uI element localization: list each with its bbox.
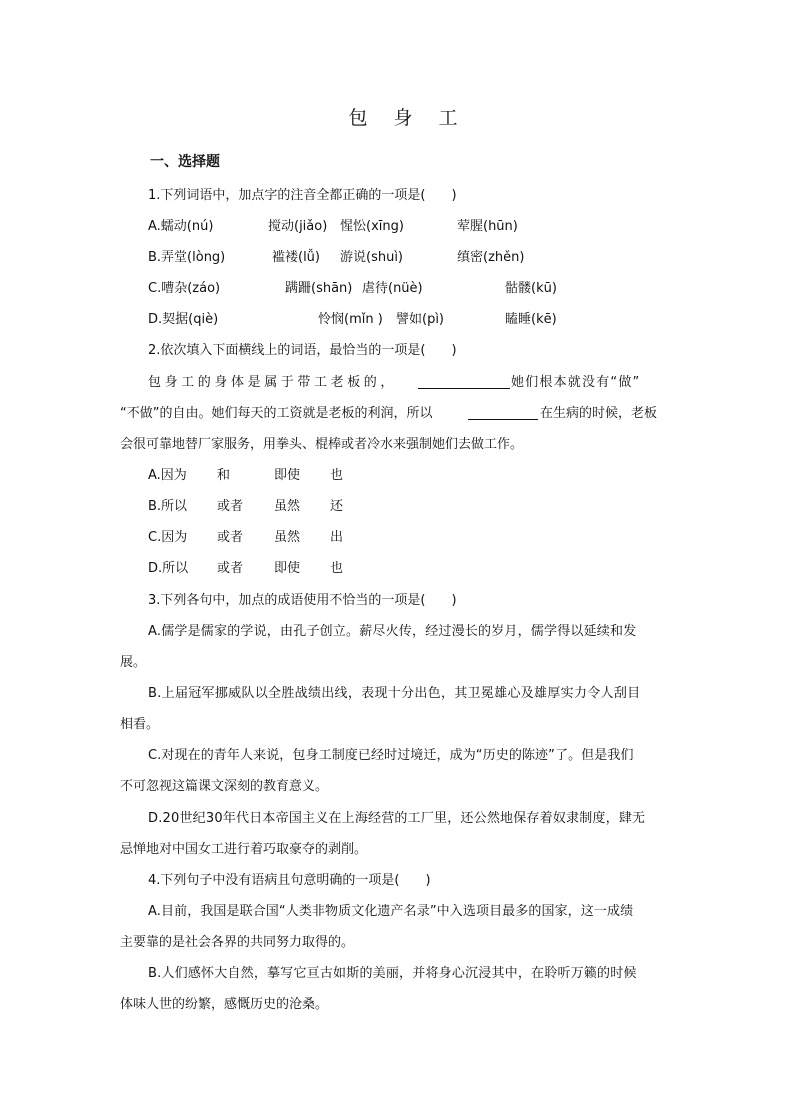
section-heading: 一、选择题 (150, 154, 220, 170)
question-2-passage-line-1 (148, 375, 397, 391)
question-2-stem: 2.依次填入下面横线上的词语，最恰当的一项是( ) (148, 343, 457, 358)
fill-blank-1 (418, 376, 510, 389)
option-text: 虽然 (274, 499, 301, 514)
option-text: 游说(shuì) (340, 250, 404, 265)
passage-text: 在生病的时候，老板 (540, 406, 658, 421)
option-text: 或者 (217, 530, 244, 545)
passage-text: 她们根本就没有“做” (511, 375, 641, 390)
option-text: 出 (330, 530, 344, 545)
question-1-stem: 1.下列词语中，加点字的注音全都正确的一项是( ) (148, 188, 457, 203)
page-title: 包 身 工 (348, 107, 468, 129)
option-text: 或者 (217, 499, 244, 514)
option-text: 和 (217, 468, 231, 483)
question-3-option-c-line-2: 不可忽视这篇课文深刻的教育意义。 (120, 779, 329, 794)
question-4-option-a-line-1: A.目前，我国是联合国“人类非物质文化遗产名录”中入选项目最多的国家，这一成绩 (148, 904, 634, 919)
option-text: 搅动(jiǎo) (268, 219, 328, 234)
question-4-option-b-line-1: B.人们感怀大自然，摹写它亘古如斯的美丽，并将身心沉浸其中，在聆听万籁的时候 (148, 966, 637, 981)
option-text: B.弄堂(lòng) (148, 250, 226, 265)
option-text: 虽然 (274, 530, 301, 545)
question-3-option-a-line-1: A.儒学是儒家的学说，由孔子创立。薪尽火传，经过漫长的岁月，儒学得以延续和发 (148, 624, 637, 639)
option-text: 缜密(zhěn) (457, 250, 525, 265)
option-text: 或者 (217, 561, 244, 576)
option-text: D.所以 (148, 561, 189, 576)
option-text: 譬如(pì) (396, 312, 445, 327)
option-text: 还 (330, 499, 344, 514)
option-text: C.因为 (148, 530, 188, 545)
passage-text: “不做”的自由。她们每天的工资就是老板的利润，所以 (120, 406, 433, 421)
option-text: 也 (330, 468, 344, 483)
option-text: 也 (330, 561, 344, 576)
option-text: 瞌睡(kē) (505, 312, 557, 327)
option-text: A.因为 (148, 468, 187, 483)
option-text: 骷髅(kū) (505, 281, 557, 296)
fill-blank-2 (468, 407, 538, 420)
question-3-option-b-line-1: B.上届冠军挪威队以全胜战绩出线，表现十分出色，其卫冕雄心及雄厚实力令人刮目 (148, 686, 641, 701)
option-text: 即使 (274, 561, 301, 576)
question-3-option-a-line-2: 展。 (120, 655, 147, 670)
question-3-option-d-line-1: D.20世纪30年代日本帝国主义在上海经营的工厂里，还公然地保存着奴隶制度，肆无 (148, 811, 646, 826)
option-text: 荤腥(hūn) (457, 219, 518, 234)
question-3-stem: 3.下列各句中，加点的成语使用不恰当的一项是( ) (148, 593, 457, 608)
passage-text: 会很可靠地替厂家服务，用拳头、棍棒或者冷水来强制她们去做工作。 (120, 437, 524, 452)
option-text: C.嘈杂(záo) (148, 281, 221, 296)
question-4-option-a-line-2: 主要靠的是社会各界的共同努力取得的。 (120, 935, 355, 950)
passage-text: 包身工的身体是属于带工老板的， (148, 375, 398, 390)
option-text: 虐待(nüè) (362, 281, 423, 296)
question-3-option-b-line-2: 相看。 (120, 717, 160, 732)
question-4-stem: 4.下列句子中没有语病且句意明确的一项是( ) (148, 873, 431, 888)
option-text: 惺忪(xīng) (340, 219, 404, 234)
question-4-option-b-line-2: 体味人世的纷繁，感慨历史的沧桑。 (120, 997, 329, 1012)
option-text: B.所以 (148, 499, 188, 514)
question-3-option-d-line-2: 忌惮地对中国女工进行着巧取豪夺的剥削。 (120, 842, 368, 857)
question-3-option-c-line-1: C.对现在的青年人来说，包身工制度已经时过境迁，成为“历史的陈迹”了。但是我们 (148, 748, 634, 763)
option-text: 褴褛(lǚ) (272, 250, 320, 265)
option-text: 即使 (274, 468, 301, 483)
option-text: D.契据(qiè) (148, 312, 219, 327)
option-text: 怜悯(mǐn ) (318, 312, 383, 327)
option-text: A.蠕动(nú) (148, 219, 214, 234)
option-text: 蹒跚(shān) (285, 281, 353, 296)
